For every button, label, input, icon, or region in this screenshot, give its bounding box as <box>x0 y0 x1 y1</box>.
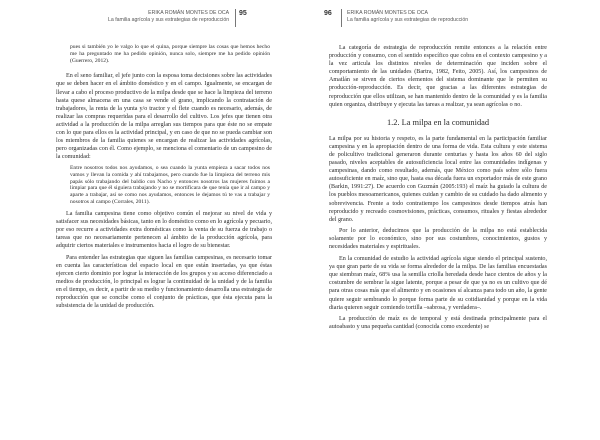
block-quote: Entre nosotros todos nos ayudamos, o sea cuando la yunta empieza a sacar todos nos vamos y llevan la comida y ahí trabajamos, pero cuando fue la limpieza del terreno mis papás sólo trabajando del baldío con Nacho y entonces nosotros las mujeres fuimos a limpiar para que él siguiera trabajando y no se mortificara de que tenía que ir al campo y aparte a trabajar, así se como nos ayudamos, entonces le dejamos tú te vas a trabajar y nosotros al campo (Corrales, 2011). <box>70 164 270 205</box>
body-text <box>56 44 272 314</box>
paragraph: La categoría de estrategia de reproducción remite entonces a la relación entre producción y consumo, con el sentido específico que cobra en el contexto campesino y a la vez articula los distintos niveles de determinación que inciden sobre el comportamiento de las unidades (Bartra, 1982, Feito, 2005). Así, los campesinos de Amatlán se sirven de ciertos elementos del sistema dominante que le permiten su producción-reproducción. Es decir, que gracias a las diferentes estrategias de reproducción que ellos utilizan, se han mantenido dentro de la comunidad y es la familia quien organiza, distribuye y ejecuta las tareas a realizar, ya sean agrícolas o no. <box>329 45 547 108</box>
running-head-author: ERIKA ROMÁN MONTES DE OCA <box>148 10 230 16</box>
paragraph: En el seno familiar, el jefe junto con la esposa toma decisiones sobre las actividades que se deben hacer en el ámbito doméstico y en el campo. Igualmente, se encargan de llevar a cabo el proceso productivo de la milpa desde que se hace la limpieza del terreno hasta quese almacena en una casa se vende el grano, implicando la contratación de trabajadores, la renta de la yunta y/o tractor y el flete cuando es necesario, además, de realizar las compras requeridas para el desarrollo del cultivo. Los jefes que tienen otra actividad a la producción de la milpa arreglan sus tiempos para que éste no se empate con lo que para ellos es la actividad principal, y en caso de que no se pueda cambiar son los miembros de la familia quienes se encargan de realizar las actividades agrícolas, pero organizadas con él. Como ejemplo, se menciona el comentario de un campesino de la comunidad: <box>56 73 272 161</box>
header-divider <box>235 9 236 27</box>
running-head <box>108 10 229 23</box>
running-head-author: ERIKA ROMÁN MONTES DE OCA <box>347 10 428 16</box>
paragraph: Por lo anterior, deducimos que la producción de la milpa no está establecida solamente por lo económico, sino por sus costumbres, conocimientos, gustos y necesidades materiales y espirituales. <box>329 228 547 251</box>
running-head <box>347 10 468 23</box>
header-divider <box>341 9 342 27</box>
section-heading: 1.2. La milpa en la comunidad <box>386 117 490 127</box>
running-head-title: La familia agrícola y sus estrategias de reproducción <box>108 16 230 23</box>
block-quote: pues si también yo le valgo lo que el quina, porque siempre las cosas que hemos hecho me ha preguntado me ha pedido opinión, nunca solo, siempre me ha pedido opinión (Guerrero, 2012). <box>70 44 270 64</box>
running-head-title: La familia agrícola y sus estrategias de reproducción <box>347 16 469 23</box>
paragraph: La milpa por su historia y respeto, es la parte fundamental en la participación familiar campesina y en la apropiación dentro de una forma de vida. Esta cultura y este sistema de policultivo tradicional generaron durante centurias y hasta los años 60 del siglo pasado, niveles aceptables de autosuficiencia local entre las comunidades indígenas y campesinas, dando como resultado, además, que México como país sobre sólo fuera autosuficiente en maíz, sino que, hasta esa década fuera un exportador más de este grano (Barkin, 1991:27). De acuerdo con Guzmán (2005:193) el maíz ha guiado la cultura de los pueblos mesoamericanos, quienes cuidan y cambio de su cuidado ha dado alimento y sobrevivencia. Frente a todo contratiempo los campesinos desde tiempos atrás han reproducido y recreado cosmovisiones, prácticas, consumos, rituales y fiestas alrededor del grano. <box>329 135 547 223</box>
page-number: 95 <box>239 10 247 17</box>
paragraph: Para entender las estrategias que siguen las familias campesinas, es necesario tomar en cuenta las características del espacio local en que están insertadas, ya que éstas ejercen cierto dominio por lograr la interacción de los grupos y su acceso diferenciado a medios de producción, lo principal es lograr la continuidad de la unidad y de la familia en el tiempo, es decir, a partir de su medio y funcionamiento desarrolla una estrategia de reproducción que se concibe como el conjunto de prácticas, que ésta ejecuta para la subsistencia de la unidad de producción. <box>56 254 272 310</box>
page-number: 96 <box>324 10 332 17</box>
body-text <box>329 44 547 335</box>
paragraph: En la comunidad de estudio la actividad agrícola sigue siendo el principal sustento, ya que gran parte de su vida se forma alrededor de la milpa. De las familias encuestadas que siembran maíz, 68% usa la semilla criolla heredada desde hace cientos de años y la costumbre de sembrar la sigue latente, porque a pesar de que ya no es un cultivo que dé para otras cosas más que el alimento y en ocasiones sí alcanza para todo un año, la gente quiere seguir sembrando lo porque forma parte de su cotidianidad y porque en la vida diaria quieren seguir comiendo tortilla –sabrosa, y verdadera–. <box>329 256 547 311</box>
paragraph: La producción de maíz es de temporal y está destinada principalmente para el autoabasto y una pequeña cantidad (conocida como excedente) se <box>329 316 547 331</box>
right-page <box>300 0 600 440</box>
paragraph: La familia campesina tiene como objetivo común el mejorar su nivel de vida y satisfacer sus necesidades básicas, tanto en lo doméstico como en lo agrícola y pecuario, por eso recurre a actividades extra domésticas como la venta de su fuerza de trabajo o tareas que no necesariamente pertenecen al ámbito de la producción agrícola, para adquirir ciertos materiales e instrumentos hacia el logro de su bienestar. <box>56 210 272 250</box>
